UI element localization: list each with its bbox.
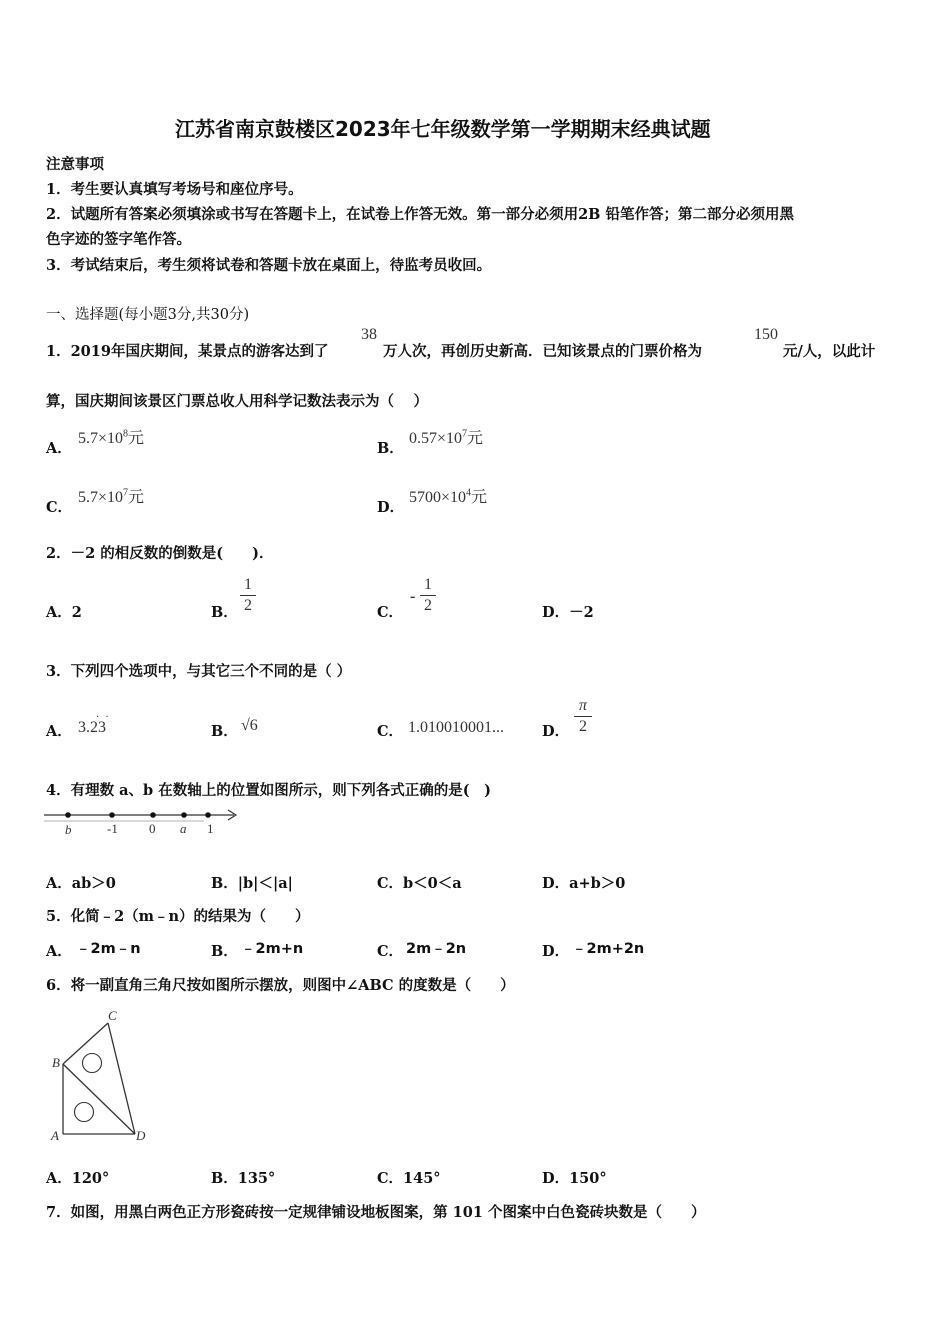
q1-option-c-label: C． (46, 499, 73, 516)
vertex-d: D (136, 1128, 146, 1143)
point-b (65, 812, 71, 818)
label-1: 1 (207, 821, 214, 836)
q5-option-a-value: ﹣2m﹣n (76, 941, 141, 957)
q2-option-a: A．2 (46, 604, 82, 621)
page-title: 江苏省南京鼓楼区2023年七年级数学第一学期期末经典试题 (175, 117, 711, 141)
q5-option-a-label: A． (46, 943, 72, 960)
q1-option-b-value: $0.57\times 10^7$元 (409, 428, 484, 447)
q3-option-b-label: B． (211, 723, 238, 740)
q1-option-b-label: B． (377, 440, 404, 457)
notice-item-3: 3．考试结束后，考生须将试卷和答题卡放在桌面上，待监考员收回。 (46, 257, 492, 274)
q3-option-c-label: C． (377, 723, 404, 740)
q2-option-b-fraction: 1 2 (240, 576, 256, 615)
q2-option-b-label: B． (211, 604, 238, 621)
q1-option-a-label: A． (46, 440, 72, 457)
point-0 (150, 812, 156, 818)
label-a: a (180, 821, 187, 836)
q5-option-b-label: B． (211, 943, 238, 960)
q5-option-c-value: 2m﹣2n (406, 941, 467, 957)
q2-option-d: D．－2 (542, 604, 594, 621)
q1-option-c-value: $5.7\times 10^7$元 (78, 487, 145, 506)
q5-stem: 5．化简﹣2（m﹣n）的结果为（ ） (46, 908, 310, 925)
q3-option-a-label: A． (46, 723, 72, 740)
q6-option-c: C．145° (377, 1170, 441, 1187)
q7-stem: 7．如图，用黑白两色正方形瓷砖按一定规律铺设地板图案，第 101 个图案中白色瓷砖块数是（ ） (46, 1204, 706, 1221)
q3-option-c-value: 1.010010001... (408, 719, 504, 736)
q1-option-a-value: $5.7\times 10^8$元 (78, 428, 145, 447)
vertex-c: C (108, 1008, 117, 1023)
q4-option-d: D．a+b＞0 (542, 875, 626, 892)
q5-option-c-label: C． (377, 943, 404, 960)
q3-repeat-dots: · · (96, 712, 109, 723)
q4-stem: 4．有理数 a、b 在数轴上的位置如图所示，则下列各式正确的是( ) (46, 782, 491, 799)
notice-item-2-cont: 色字迹的签字笔作答。 (46, 231, 191, 248)
notice-heading: 注意事项 (46, 156, 104, 173)
q1-stem-part3: 元/人，以此计 (783, 343, 876, 360)
q3-stem: 3．下列四个选项中，与其它三个不同的是（ ） (46, 663, 352, 680)
q2-option-c-label: C． (377, 604, 404, 621)
q5-option-b-value: ﹣2m+n (241, 941, 304, 957)
q1-option-d-value: $5700\times 10^4$元 (409, 487, 488, 506)
q3-option-b-value: √6 (241, 717, 258, 734)
q1-stem-part2: 万人次，再创历史新高．已知该景点的门票价格为 (383, 343, 702, 360)
point-a (181, 812, 187, 818)
q2-option-c-fraction: 1 2 (420, 576, 436, 615)
q1-option-d-label: D． (377, 499, 405, 516)
q1-number-38: 38 (361, 326, 377, 343)
label-0: 0 (149, 821, 156, 836)
q1-stem-part1: 1．2019年国庆期间，某景点的游客达到了 (46, 343, 329, 360)
label-minus-1: -1 (107, 821, 118, 836)
q6-option-a: A．120° (46, 1170, 110, 1187)
q3-option-d-label: D． (542, 723, 570, 740)
point-1 (205, 812, 211, 818)
vertex-a: A (51, 1128, 59, 1143)
section-heading: 一、选择题(每小题3分,共30分) (46, 307, 250, 323)
q3-option-d-fraction: π 2 (574, 697, 592, 736)
q4-option-b: B．|b|＜|a| (211, 875, 293, 892)
q4-option-a: A．ab＞0 (46, 875, 116, 892)
vertex-b: B (52, 1055, 60, 1070)
q2-option-c-sign: - (410, 588, 416, 605)
q6-triangle-figure (46, 1005, 166, 1145)
q5-option-d-value: ﹣2m+2n (572, 941, 645, 957)
q5-option-d-label: D． (542, 943, 570, 960)
q6-option-d: D．150° (542, 1170, 607, 1187)
notice-item-2: 2．试题所有答案必须填涂或书写在答题卡上，在试卷上作答无效。第一部分必须用2B 铅笔作答；第二部分必须用黑 (46, 206, 794, 223)
notice-item-1: 1．考生要认真填写考场号和座位序号。 (46, 181, 303, 198)
point-minus-1 (109, 812, 115, 818)
label-b: b (65, 822, 72, 837)
q2-stem: 2．－2 的相反数的倒数是( )． (46, 545, 274, 562)
q4-option-c: C．b＜0＜a (377, 875, 462, 892)
q6-option-b: B．135° (211, 1170, 276, 1187)
q6-stem: 6．将一副直角三角尺按如图所示摆放，则图中∠ABC 的度数是（ ） (46, 977, 515, 994)
q1-stem-line2: 算，国庆期间该景区门票总收人用科学记数法表示为（ ） (46, 393, 429, 410)
q3-option-a-value: 3.23 (78, 719, 106, 736)
q4-number-line (44, 804, 244, 840)
q1-number-150: 150 (754, 326, 778, 343)
